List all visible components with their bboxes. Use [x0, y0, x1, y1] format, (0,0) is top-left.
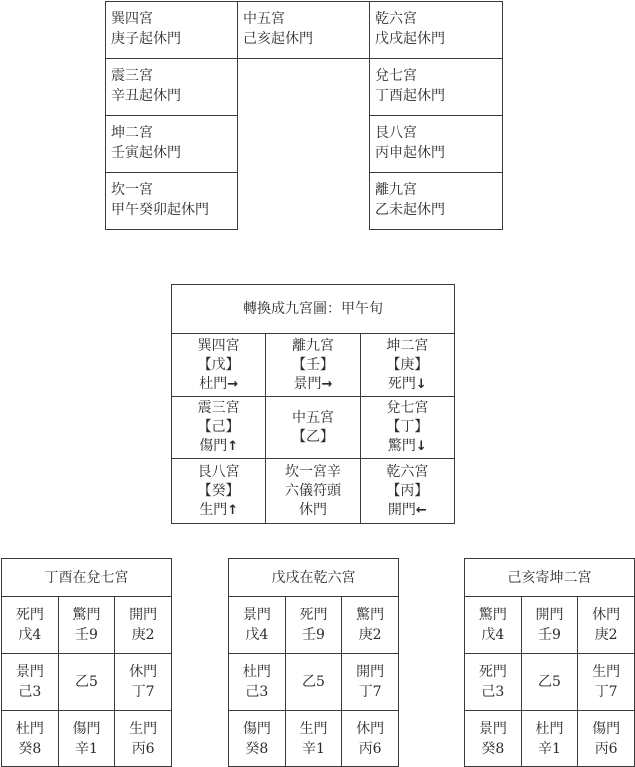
gate-label: 死門: [15, 607, 44, 623]
gate-label: 生門: [129, 720, 158, 737]
palace-cell-kan1: [266, 459, 360, 524]
palace-cell-zhong5: [266, 397, 360, 459]
palace-label: 離九宮: [291, 337, 334, 354]
palace-cell-gen8: [172, 459, 266, 524]
start-note: 庚子起休門: [111, 31, 181, 47]
grid-cell: [465, 597, 522, 654]
fu-tou-label: 六儀符頭: [284, 482, 341, 499]
grid-cell: [229, 654, 286, 711]
palace-label: 艮八宮: [197, 463, 240, 480]
stem-label: 【丙】: [386, 482, 429, 499]
gate-label: 開門: [356, 664, 385, 680]
gate-label: 開門: [129, 607, 158, 623]
gate-line: [172, 437, 265, 456]
gate-label: 驚門: [387, 438, 416, 454]
gate-label: 驚門: [356, 607, 385, 623]
gate-label: 杜門: [535, 720, 564, 737]
grid-cell: [578, 654, 635, 711]
gate-label: 生門: [199, 501, 228, 518]
gate-line: [172, 501, 265, 520]
grid-title: 丁酉在兌七宮: [2, 559, 172, 597]
palace-start-table: [105, 1, 503, 230]
grid-cell: [578, 711, 635, 767]
stem-label: 【戊】: [197, 356, 240, 373]
grid-title: 戊戌在乾六宮: [229, 559, 399, 597]
palace-label: 中五宮: [243, 11, 285, 27]
grid-cell: [58, 711, 115, 767]
stem-value: 丁7: [594, 684, 618, 700]
arrow-up-icon: ↑: [227, 439, 239, 454]
stem-value: 丁7: [131, 684, 155, 700]
cell-zhen3: [106, 59, 238, 116]
start-note: 壬寅起休門: [111, 145, 181, 161]
gate-label: 開門: [387, 501, 416, 518]
stem-value: 庚2: [358, 627, 382, 643]
gate-label: 驚門: [478, 607, 507, 623]
grid-cell: [578, 597, 635, 654]
stem-value: 癸8: [245, 740, 269, 757]
stem-value: 庚2: [131, 627, 155, 643]
cell-dui7: [370, 59, 503, 116]
stem-value: 辛1: [538, 740, 561, 757]
grid-cell: [115, 711, 172, 767]
stem-label: 【庚】: [386, 356, 429, 373]
gate-line: [361, 501, 454, 520]
grid-cell: [58, 597, 115, 654]
palace-label: 巽四宮: [197, 337, 240, 354]
start-note: 丙申起休門: [375, 145, 445, 161]
palace-cell-dui7: [360, 397, 454, 459]
stem-value: 戊4: [245, 627, 269, 643]
gate-label: 傷門: [242, 720, 271, 737]
grid-cell: [342, 654, 399, 711]
stem-label: 【乙】: [291, 428, 334, 445]
grid-cell: [521, 711, 578, 767]
arrow-down-icon: ↓: [415, 439, 427, 454]
stem-value: 壬9: [302, 627, 325, 643]
palace-label: 離九宮: [375, 182, 417, 198]
nine-palace-grid: [171, 284, 455, 524]
grid-cell: [342, 711, 399, 767]
cell-kun2: [106, 116, 238, 173]
start-note: 辛丑起休門: [111, 88, 181, 104]
palace-cell-kun2: [360, 334, 454, 397]
gate-line: [266, 375, 359, 394]
arrow-down-icon: ↓: [415, 376, 427, 392]
stem-value: 丙6: [358, 740, 382, 757]
gate-label: 傷門: [592, 720, 621, 737]
grid-cell: [521, 597, 578, 654]
gate-label: 開門: [535, 607, 564, 623]
arrow-up-icon: ↑: [227, 502, 239, 518]
stem-label: 【癸】: [197, 482, 240, 499]
grid-cell: [342, 597, 399, 654]
grid-cell: [2, 597, 59, 654]
stem-value: 乙5: [75, 674, 98, 690]
arrow-left-icon: ←: [415, 502, 427, 518]
start-note: 丁酉起休門: [375, 88, 445, 104]
grid-cell: [285, 711, 342, 767]
grid-cell: [465, 711, 522, 767]
grid-cell-center: [58, 654, 115, 711]
palace-label: 震三宮: [197, 400, 240, 416]
stem-value: 己3: [18, 684, 42, 700]
nine-palace-title: 轉換成九宮圖：甲午旬: [172, 285, 455, 334]
stem-value: 壬9: [538, 627, 561, 643]
cell-li9: [370, 173, 503, 230]
gate-label: 休門: [129, 664, 158, 680]
gate-label: 傷門: [199, 438, 228, 454]
stem-value: 乙5: [302, 674, 325, 690]
gate-label: 休門: [592, 607, 621, 623]
start-note: 戊戌起休門: [375, 31, 445, 47]
gate-label: 景門: [15, 664, 44, 680]
palace-label: 坤二宮: [386, 337, 429, 354]
gate-label: 景門: [478, 720, 507, 737]
stem-value: 癸8: [18, 740, 42, 757]
stem-value: 己3: [245, 684, 269, 700]
start-note: 乙未起休門: [375, 202, 445, 218]
cell-qian6: [370, 2, 503, 59]
grid-cell: [229, 597, 286, 654]
stem-value: 庚2: [594, 627, 618, 643]
gate-label: 杜門: [199, 375, 228, 392]
gate-label: 驚門: [72, 607, 101, 623]
palace-cell-xun4: [172, 334, 266, 397]
palace-label: 乾六宮: [386, 463, 429, 480]
palace-label: 艮八宮: [375, 125, 417, 141]
palace-label: 震三宮: [111, 68, 153, 84]
gate-label: 杜門: [15, 720, 44, 737]
gate-label: 景門: [242, 607, 271, 623]
gate-label: 生門: [592, 664, 621, 680]
palace-cell-zhen3: [172, 397, 266, 459]
gate-label: 生門: [299, 720, 328, 737]
grid-wuxu: [228, 558, 399, 767]
stem-value: 丙6: [131, 740, 155, 757]
palace-label: 坤二宮: [111, 125, 153, 141]
palace-label: 兌七宮: [375, 68, 417, 84]
stem-value: 戊4: [18, 627, 42, 643]
grid-cell: [2, 654, 59, 711]
palace-label: 兌七宮: [386, 400, 429, 416]
grid-cell: [465, 654, 522, 711]
gate-label: 休門: [298, 501, 327, 518]
stem-value: 壬9: [75, 627, 98, 643]
cell-kan1: [106, 173, 238, 230]
gate-line: [361, 437, 454, 456]
grid-dingyou: [1, 558, 172, 767]
start-note: 甲午癸卯起休門: [111, 202, 209, 218]
stem-value: 辛1: [75, 740, 98, 757]
palace-label: 坎一宮: [111, 182, 153, 198]
grid-cell: [115, 654, 172, 711]
stem-value: 丙6: [594, 740, 618, 757]
palace-cell-li9: [266, 334, 360, 397]
gate-label: 死門: [478, 664, 507, 680]
palace-cell-qian6: [360, 459, 454, 524]
gate-line: [172, 375, 265, 394]
blank-area-mask: [238, 227, 369, 229]
palace-label: 中五宮: [291, 409, 334, 426]
grid-cell-center: [521, 654, 578, 711]
gate-line: [361, 375, 454, 394]
grid-cell-center: [285, 654, 342, 711]
stem-value: 戊4: [481, 627, 505, 643]
stem-value: 丁7: [358, 684, 382, 700]
stem-value: 乙5: [538, 674, 561, 690]
stem-value: 辛1: [302, 740, 325, 757]
gate-label: 死門: [387, 375, 416, 392]
grid-cell: [285, 597, 342, 654]
gate-label: 景門: [293, 375, 322, 392]
cell-xun4: [106, 2, 238, 59]
gate-label: 休門: [356, 720, 385, 737]
gate-label: 傷門: [72, 720, 101, 737]
stem-label: 【壬】: [291, 356, 334, 373]
grid-jihai: [464, 558, 635, 767]
palace-label: 坎一宮辛: [284, 463, 341, 480]
stem-value: 癸8: [481, 740, 505, 757]
arrow-right-icon: →: [321, 376, 333, 392]
start-note: 己亥起休門: [243, 31, 313, 47]
cell-gen8: [370, 116, 503, 173]
palace-label: 乾六宮: [375, 11, 417, 27]
arrow-right-icon: →: [227, 376, 239, 392]
palace-label: 巽四宮: [111, 11, 153, 27]
grid-cell: [2, 711, 59, 767]
grid-title: 己亥寄坤二宮: [465, 559, 635, 597]
stem-label: 【己】: [197, 419, 240, 435]
grid-cell: [115, 597, 172, 654]
stem-label: 【丁】: [386, 419, 429, 435]
gate-label: 杜門: [242, 664, 271, 680]
cell-zhong5: [238, 2, 370, 59]
grid-cell: [229, 711, 286, 767]
empty-center-area: [238, 59, 370, 230]
stem-value: 己3: [481, 684, 505, 700]
gate-label: 死門: [299, 607, 328, 623]
